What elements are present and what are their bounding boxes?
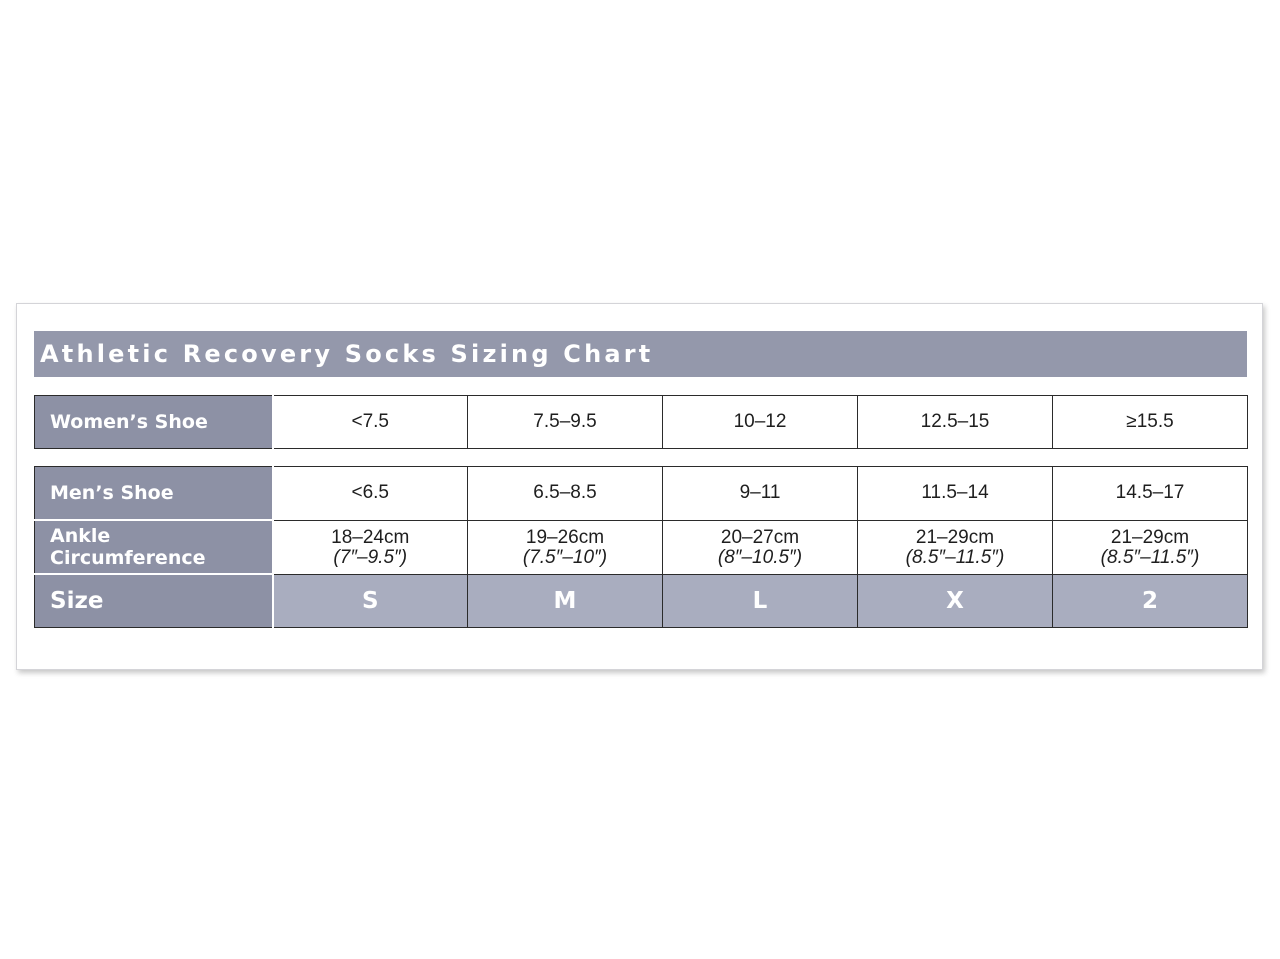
- men-shoe-cell: 11.5–14: [858, 467, 1053, 521]
- size-cell: 2: [1053, 574, 1248, 628]
- women-shoe-cell: 10–12: [663, 396, 858, 449]
- size-cell: X: [858, 574, 1053, 628]
- women-shoe-table: [34, 395, 1248, 449]
- men-shoe-cell: <6.5: [273, 467, 468, 521]
- men-sizing-table: [34, 466, 1248, 628]
- ankle-circumference-row: [35, 520, 1248, 574]
- ankle-metric: 18–24cm: [331, 526, 410, 548]
- men-shoe-label: Men’s Shoe: [35, 467, 273, 521]
- size-cell: S: [273, 574, 468, 628]
- men-shoe-row: [35, 467, 1248, 521]
- ankle-cell: [663, 520, 858, 574]
- ankle-metric: 20–27cm: [720, 526, 800, 548]
- ankle-cell: [468, 520, 663, 574]
- ankle-metric: 19–26cm: [525, 526, 605, 548]
- size-row: [35, 574, 1248, 628]
- size-cell: L: [663, 574, 858, 628]
- ankle-cell: [1053, 520, 1248, 574]
- size-cell: M: [468, 574, 663, 628]
- ankle-imperial: (8.5″–11.5″): [905, 546, 1005, 568]
- women-shoe-row: [35, 396, 1248, 449]
- ankle-imperial: (7.5″–10″): [522, 546, 608, 568]
- women-shoe-label: Women’s Shoe: [35, 396, 273, 449]
- ankle-metric: 21–29cm: [1110, 526, 1190, 548]
- ankle-cell: [273, 520, 468, 574]
- ankle-metric: 21–29cm: [915, 526, 995, 548]
- ankle-imperial: (8.5″–11.5″): [1100, 546, 1200, 568]
- chart-title: Athletic Recovery Socks Sizing Chart: [40, 340, 654, 368]
- women-shoe-cell: 12.5–15: [858, 396, 1053, 449]
- size-label: Size: [35, 574, 273, 628]
- women-shoe-cell: <7.5: [273, 396, 468, 449]
- ankle-imperial: (7″–9.5″): [333, 546, 408, 568]
- women-shoe-cell: 7.5–9.5: [468, 396, 663, 449]
- sizing-chart-card: [16, 303, 1263, 670]
- men-shoe-cell: 14.5–17: [1053, 467, 1248, 521]
- men-shoe-cell: 6.5–8.5: [468, 467, 663, 521]
- men-shoe-cell: 9–11: [663, 467, 858, 521]
- ankle-circumference-label: Ankle Circumference: [35, 520, 273, 574]
- chart-title-bar: [34, 331, 1247, 377]
- women-shoe-cell: ≥15.5: [1053, 396, 1248, 449]
- ankle-imperial: (8″–10.5″): [717, 546, 803, 568]
- ankle-cell: [858, 520, 1053, 574]
